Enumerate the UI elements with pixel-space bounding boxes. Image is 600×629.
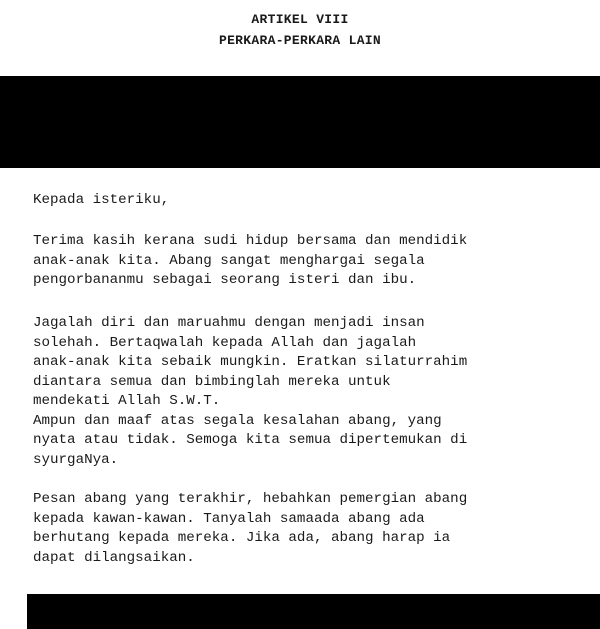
letter-paragraph-2: Jagalah diri dan maruahmu dengan menjadi insan solehah. Bertaqwalah kepada Allah dan jagalah anak-anak kita sebaik mungkin. Eratkan silaturrahim diantara semua dan bimbinglah mereka untuk mendekati Allah S.W.T. Ampun dan maaf atas segala kesalahan abang, yang nyata atau tidak. Semoga kita semua dipertemukan di syurgaNya. — [33, 315, 468, 468]
redaction-bar-top — [0, 76, 600, 168]
article-subtitle: PERKARA-PERKARA LAIN — [218, 33, 382, 48]
letter-paragraph-1: Terima kasih kerana sudi hidup bersama dan mendidik anak-anak kita. Abang sangat menghargai segala pengorbananmu sebagai seorang isteri dan ibu. — [33, 233, 468, 288]
letter-greeting: Kepada isteriku, — [33, 192, 170, 208]
redaction-bar-bottom — [27, 594, 600, 629]
article-heading: ARTIKEL VIII — [251, 12, 349, 27]
letter-paragraph-3: Pesan abang yang terakhir, hebahkan pemergian abang kepada kawan-kawan. Tanyalah samaada abang ada berhutang kepada mereka. Jika ada, abang harap ia dapat dilangsaikan. — [33, 491, 468, 566]
